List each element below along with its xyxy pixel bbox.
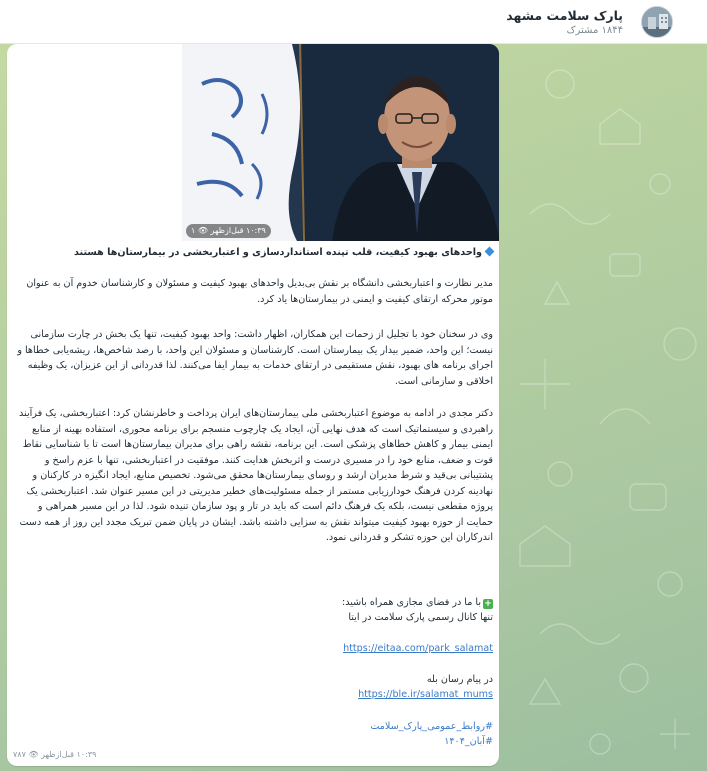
- message-footer-meta: [13, 750, 96, 759]
- hashtag-line-2: [15, 734, 493, 750]
- follow-lead: [15, 595, 493, 611]
- bale-link-line: [15, 687, 493, 703]
- eitaa-link[interactable]: https://eitaa.com/park_salamat: [343, 643, 493, 654]
- bale-link[interactable]: https://ble.ir/salamat_mums: [358, 689, 493, 700]
- eye-icon: 👁: [28, 750, 39, 759]
- hashtag-line-1: [15, 719, 493, 735]
- bale-label: در پیام رسان بله: [426, 674, 493, 685]
- photo-time: ۱۰:۳۹ قبل‌ازظهر: [210, 226, 266, 235]
- chat-background: [0, 44, 707, 771]
- post-paragraph-1: مدیر نظارت و اعتباربخشی دانشگاه بر نقش بی‌بدیل واحدهای بهبود کیفیت و مسئولان و کارشناسان خدوم آن به عنوان موتور محرکه ارتقای کیفیت و ایمنی در بیمارستان‌ها یاد کرد.: [26, 278, 493, 305]
- post-photo[interactable]: [182, 44, 499, 241]
- post-paragraph-2: وی در سخنان خود با تجلیل از زحمات این همکاران، اظهار داشت: واحد بهبود کیفیت، تنها یک بخش در چارت سازمانی نیست؛ این واحد، ضمیر بیدار یک بیمارستان است. کارشناسان و مسئولان این واحد، با رصد شاخص‌ها، ریشه‌یابی خطاها و اجرای برنامه های بهبود، نقش مستقیمی در ارتقای خدمات به بیمار ایفا می‌کنند. لذا قدردانی از این عزیزان، یک وظیفه اخلاقی و سازمانی است.: [17, 329, 493, 387]
- message-bubble: [7, 44, 499, 766]
- channel-header: [0, 0, 707, 44]
- follow-lead-text: با ما در فضای مجازی همراه باشید:: [342, 597, 481, 608]
- eye-icon: 👁: [197, 226, 208, 235]
- blue-diamond-icon: [485, 247, 495, 257]
- post-paragraph-3: دکتر مجدی در ادامه به موضوع اعتباربخشی ملی بیمارستان‌های ایران پرداخت و خاطرنشان کرد: اعتباربخشی، یک فرآیند راهبردی و سیستماتیک است که هدف نهایی آن، ایجاد یک چارچوب منسجم برای برنامه محوری، استفاده بهینه از منابع ایمنی بیمار و کاهش خطاهای پزشکی است. این برنامه، نقشه راهی برای مدیران بیمارستان‌ها است تا با شناسایی نقاط قوت و ضعف، منابع خود را در مسیری درست و اثربخش هدایت کنند. موفقیت در اعتباربخشی، تنها با عزم راسخ و پشتیبانی بی‌قید و شرط مدیران ارشد و روسای بیمارستان‌ها محقق می‌شود. تخصیص منابع، ایجاد انگیزه در کارکنان و نهادینه کردن فرهنگ خودارزیابی مستمر از جمله مسئولیت‌های خطیر مدیریتی در این مسیر عنوان شد. اعتباربخشی یک پروژه مقطعی نیست، بلکه یک فرهنگ دائم است که باید در تار و پود سازمان تنیده شود. لذا در این مسیر همراهی و حمایت از حوزه بهبود کیفیت میتواند نقش به سزایی داشته باشد. ایشان در پایان ضمن تبریک مجدد این روز از همه دست اندرکاران این حوزه تشکر و قدردانی نمود.: [19, 408, 493, 543]
- post-title: [15, 247, 493, 258]
- plus-square-icon: +: [484, 599, 492, 609]
- eitaa-label: تنها کانال رسمی پارک سلامت در ایتا: [348, 612, 493, 623]
- hashtag-public-relations[interactable]: #روابط_عمومی_پارک_سلامت: [370, 721, 493, 732]
- message-views: ۷۸۷: [13, 750, 26, 759]
- hashtag-aban-1404[interactable]: #آبان_۱۴۰۴: [444, 736, 493, 747]
- photo-meta-badge: [186, 224, 271, 238]
- photo-views: ۱: [191, 226, 196, 235]
- post-title-text: واحدهای بهبود کیفیت، قلب تپنده استانداردسازی و اعتباربخشی در بیمارستان‌ها هستند: [74, 247, 482, 258]
- subscriber-count: ۱۸۴۴ مشترک: [566, 25, 623, 36]
- channel-title[interactable]: پارک سلامت مشهد: [506, 8, 623, 23]
- channel-avatar[interactable]: [641, 6, 673, 38]
- message-time: ۱۰:۳۹ قبل‌ازظهر: [41, 750, 97, 759]
- eitaa-link-line: [15, 641, 493, 657]
